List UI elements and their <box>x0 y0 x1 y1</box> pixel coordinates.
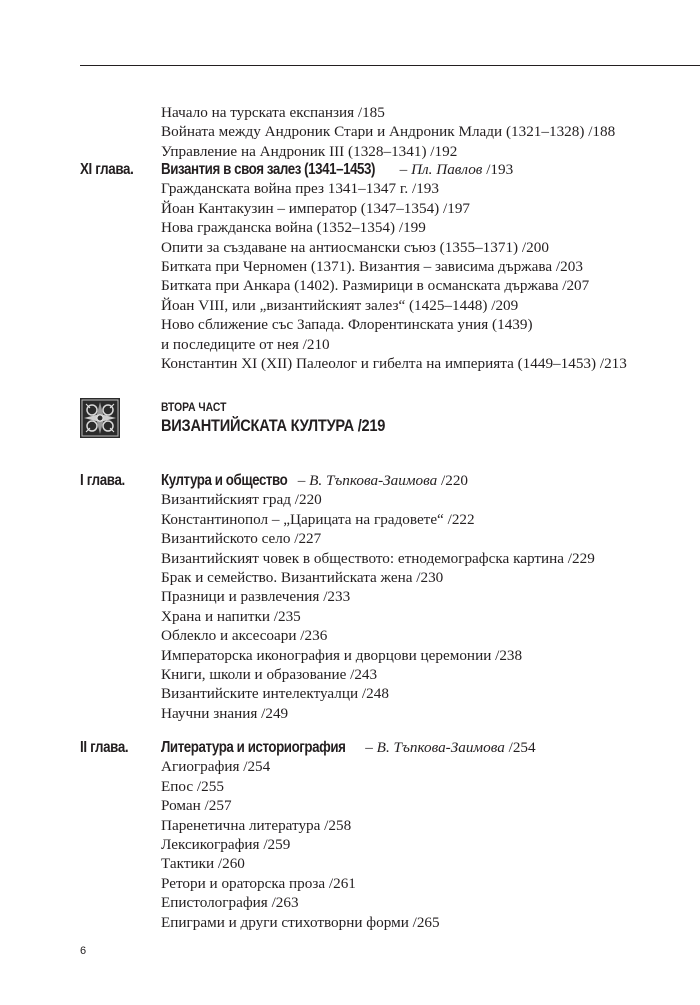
toc-entry[interactable]: Императорска иконография и дворцови церемонии /238 <box>161 646 523 664</box>
toc-entry[interactable]: Роман /257 <box>161 797 232 815</box>
toc-entry[interactable]: Опити за създаване на антиосмански съюз (1355–1371) /200 <box>161 238 549 256</box>
chapter-page: /254 <box>504 739 536 756</box>
chapter-xi-label: XI глава. <box>80 161 134 178</box>
toc-entry[interactable]: и последиците от нея /210 <box>161 335 330 353</box>
toc-entry[interactable]: Византийският човек в обществото: етнодемографска картина /229 <box>161 549 595 567</box>
chapter-xi-entries <box>161 160 681 373</box>
chapter-ii-label: II глава. <box>80 739 129 756</box>
toc-entry[interactable]: Лексикография /259 <box>161 836 291 854</box>
toc-entry[interactable]: Тактики /260 <box>161 855 245 873</box>
toc-entry[interactable]: Паренетична литература /258 <box>161 816 352 834</box>
toc-entry[interactable]: Епистолография /263 <box>161 894 299 912</box>
chapter-page: /220 <box>437 472 469 489</box>
page-number: 6 <box>80 945 87 957</box>
toc-entry[interactable]: Облекло и аксесоари /236 <box>161 627 328 645</box>
toc-entry[interactable]: Константинопол – „Царицата на градовете“ /222 <box>161 510 475 528</box>
chapter-title: Култура и общество <box>161 472 288 489</box>
chapter-ii-entries <box>161 738 681 932</box>
toc-entry[interactable]: Епиграми и други стихотворни форми /265 <box>161 913 440 931</box>
chapter-i-entries <box>161 471 681 723</box>
toc-entry[interactable]: Ретори и ораторска проза /261 <box>161 874 356 892</box>
chapter-ii-heading[interactable] <box>161 738 681 757</box>
toc-entry[interactable]: Йоан Кантакузин – император (1347–1354) /197 <box>161 199 471 217</box>
toc-entry[interactable]: Византийското село /227 <box>161 530 322 548</box>
toc-entry[interactable]: Научни знания /249 <box>161 704 289 722</box>
toc-entry[interactable]: Битката при Черномен (1371). Византия – зависима държава /203 <box>161 258 583 276</box>
toc-entry[interactable]: Йоан VIII, или „византийският залез“ (1425–1448) /209 <box>161 296 519 314</box>
toc-entry[interactable]: Нова гражданска война (1352–1354) /199 <box>161 219 426 237</box>
chapter-author: В. Тъпкова-Заимова <box>309 472 438 489</box>
chapter-author: Пл. Павлов <box>411 161 483 178</box>
chapter-title: Византия в своя залез (1341–1453) <box>161 161 376 178</box>
title-dash: – <box>293 472 310 489</box>
toc-entry[interactable]: Епос /255 <box>161 777 224 795</box>
chapter-xi-heading[interactable] <box>161 160 681 179</box>
toc-entry[interactable]: Агиография /254 <box>161 758 271 776</box>
toc-entry[interactable]: Празници и развлечения /233 <box>161 588 351 606</box>
toc-entry[interactable]: Войната между Андроник Стари и Андроник Млади (1321–1328) /188 <box>161 123 616 141</box>
part-title[interactable]: ВИЗАНТИЙСКАТА КУЛТУРА /219 <box>161 416 386 435</box>
chapter-title: Литература и историография <box>161 739 346 756</box>
toc-entry[interactable]: Ново сближение със Запада. Флорентинската уния (1439) <box>161 316 533 334</box>
top-rule <box>80 65 700 66</box>
continued-entries <box>161 103 681 161</box>
title-dash: – <box>395 161 412 178</box>
part-label: ВТОРА ЧАСТ <box>161 400 227 414</box>
toc-entry[interactable]: Книги, школи и образование /243 <box>161 666 378 684</box>
toc-entry[interactable]: Храна и напитки /235 <box>161 607 301 625</box>
chapter-author: В. Тъпкова-Заимова <box>376 739 505 756</box>
ornament-icon <box>80 398 120 438</box>
toc-entry[interactable]: Управление на Андроник III (1328–1341) /192 <box>161 142 458 160</box>
chapter-page: /193 <box>482 161 514 178</box>
toc-entry[interactable]: Битката при Анкара (1402). Размирици в османската държава /207 <box>161 277 590 295</box>
toc-entry[interactable]: Брак и семейство. Византийската жена /230 <box>161 569 444 587</box>
toc-entry[interactable]: Начало на турската експанзия /185 <box>161 104 385 121</box>
toc-entry[interactable]: Византийските интелектуалци /248 <box>161 685 389 703</box>
title-dash: – <box>361 739 377 756</box>
toc-entry[interactable]: Константин XI (XII) Палеолог и гибелта на империята (1449–1453) /213 <box>161 355 627 373</box>
toc-entry[interactable]: Византийският град /220 <box>161 491 322 509</box>
chapter-i-heading[interactable] <box>161 471 681 490</box>
toc-entry[interactable]: Гражданската война през 1341–1347 г. /193 <box>161 180 439 198</box>
chapter-i-label: I глава. <box>80 472 125 489</box>
